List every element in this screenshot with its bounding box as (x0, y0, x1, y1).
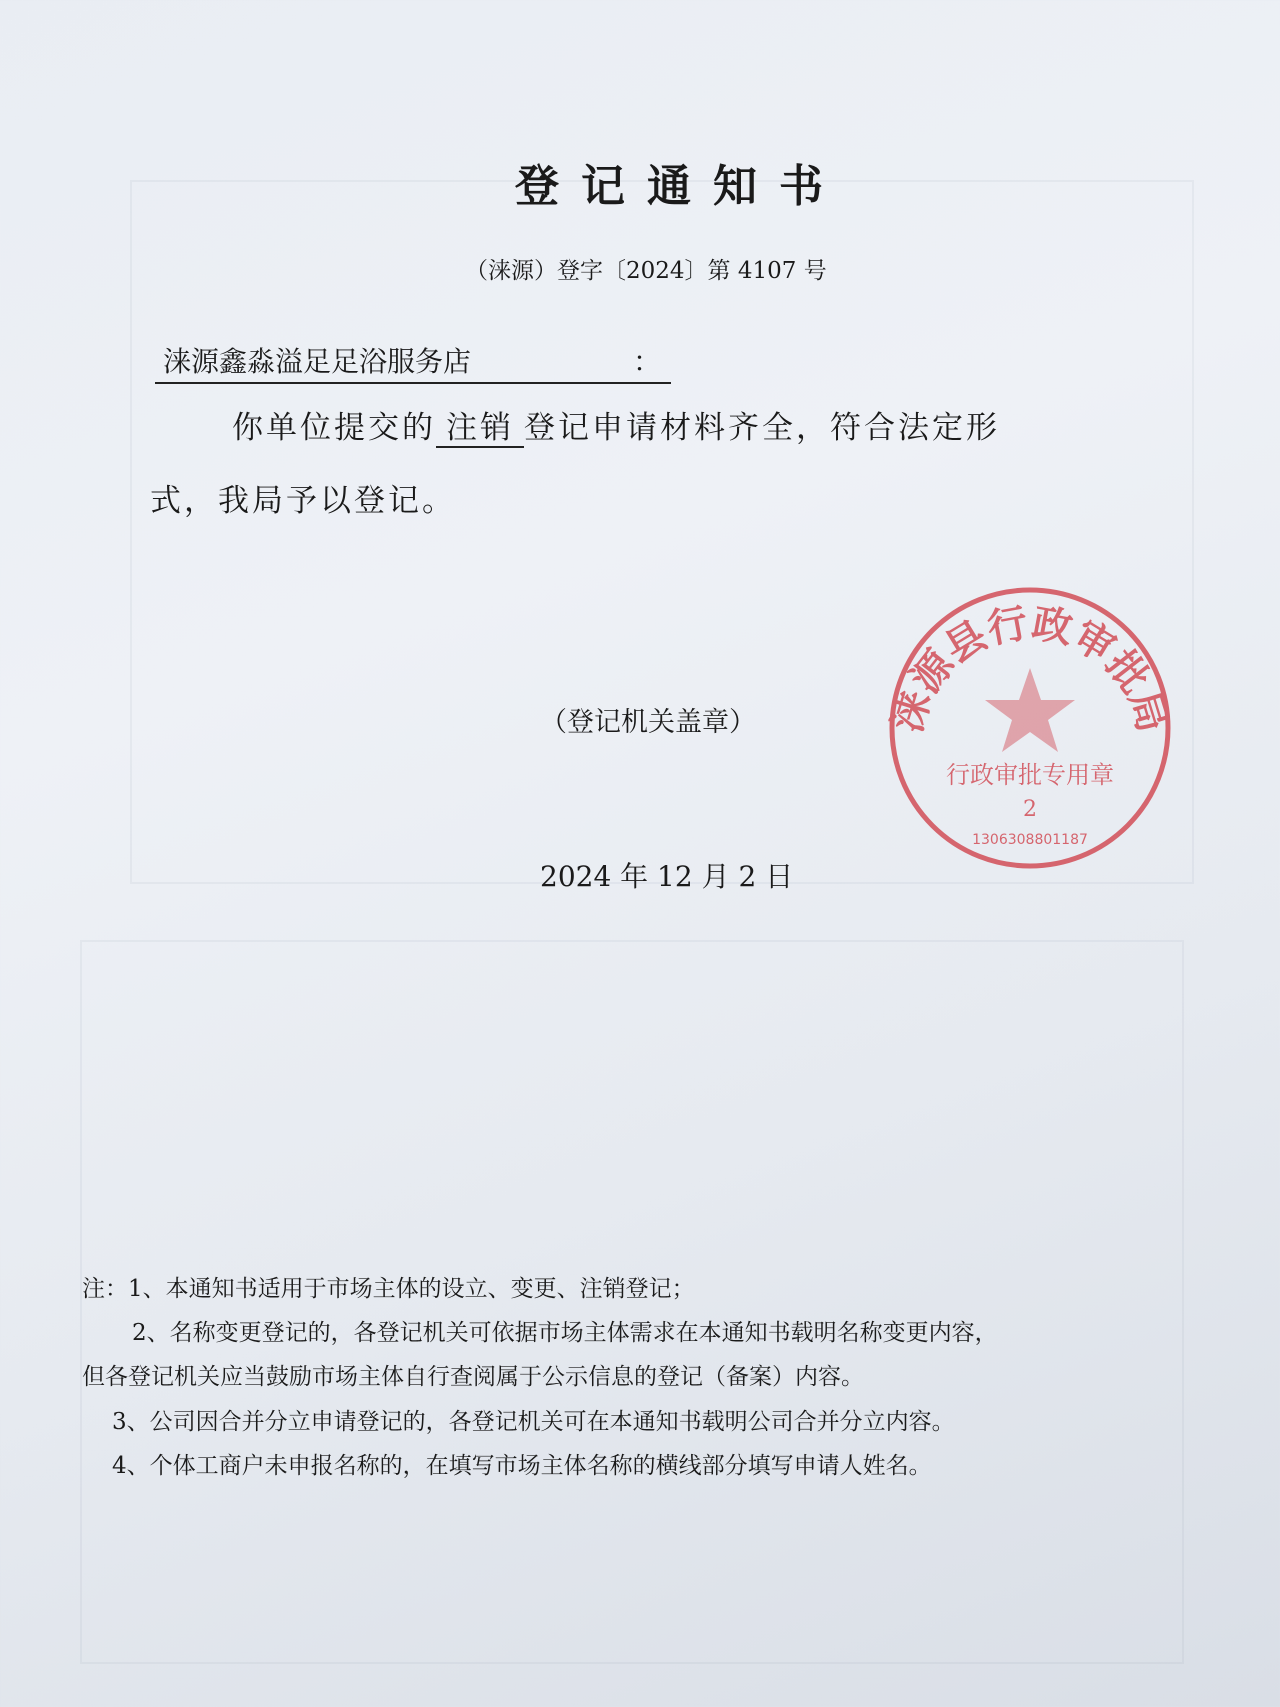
seal-star-icon (985, 668, 1075, 752)
note-3: 3、公司因合并分立申请登记的，各登记机关可在本通知书载明公司合并分立内容。 (112, 1409, 955, 1435)
page-title: 登记通知书 (515, 161, 845, 212)
note-1: 注：1、本通知书适用于市场主体的设立、变更、注销登记； (82, 1276, 695, 1302)
note-4: 4、个体工商户未申报名称的，在填写市场主体名称的横线部分填写申请人姓名。 (112, 1453, 932, 1479)
note-2-continued: 但各登记机关应当鼓励市场主体自行查阅属于公示信息的登记（备案）内容。 (82, 1364, 864, 1390)
registration-type: 注销 (436, 410, 524, 448)
body-prefix: 你单位提交的 (232, 410, 436, 446)
seal-code: 1306308801187 (972, 832, 1088, 848)
issue-date: 2024 年 12 月 2 日 (540, 860, 794, 893)
seal-label: （登记机关盖章） (540, 707, 756, 738)
body-line-2: 式，我局予以登记。 (150, 483, 456, 519)
body-line-1 (232, 402, 1000, 447)
body-suffix: 登记申请材料齐全，符合法定形 (524, 410, 1000, 446)
seal-outer-text: 涞源县行政审批局 (884, 600, 1176, 738)
addressee-name: 涞源鑫淼溢足足浴服务店 (163, 345, 472, 378)
addressee (155, 340, 671, 384)
addressee-colon: ： (632, 345, 661, 378)
official-seal (880, 578, 1180, 878)
note-2: 2、名称变更登记的，各登记机关可依据市场主体需求在本通知书载明名称变更内容， (132, 1320, 998, 1346)
seal-inner-text: 行政审批专用章 (946, 761, 1114, 789)
seal-number: 2 (1023, 797, 1037, 822)
document-number: （涞源）登字〔2024〕第 4107 号 (465, 258, 827, 284)
